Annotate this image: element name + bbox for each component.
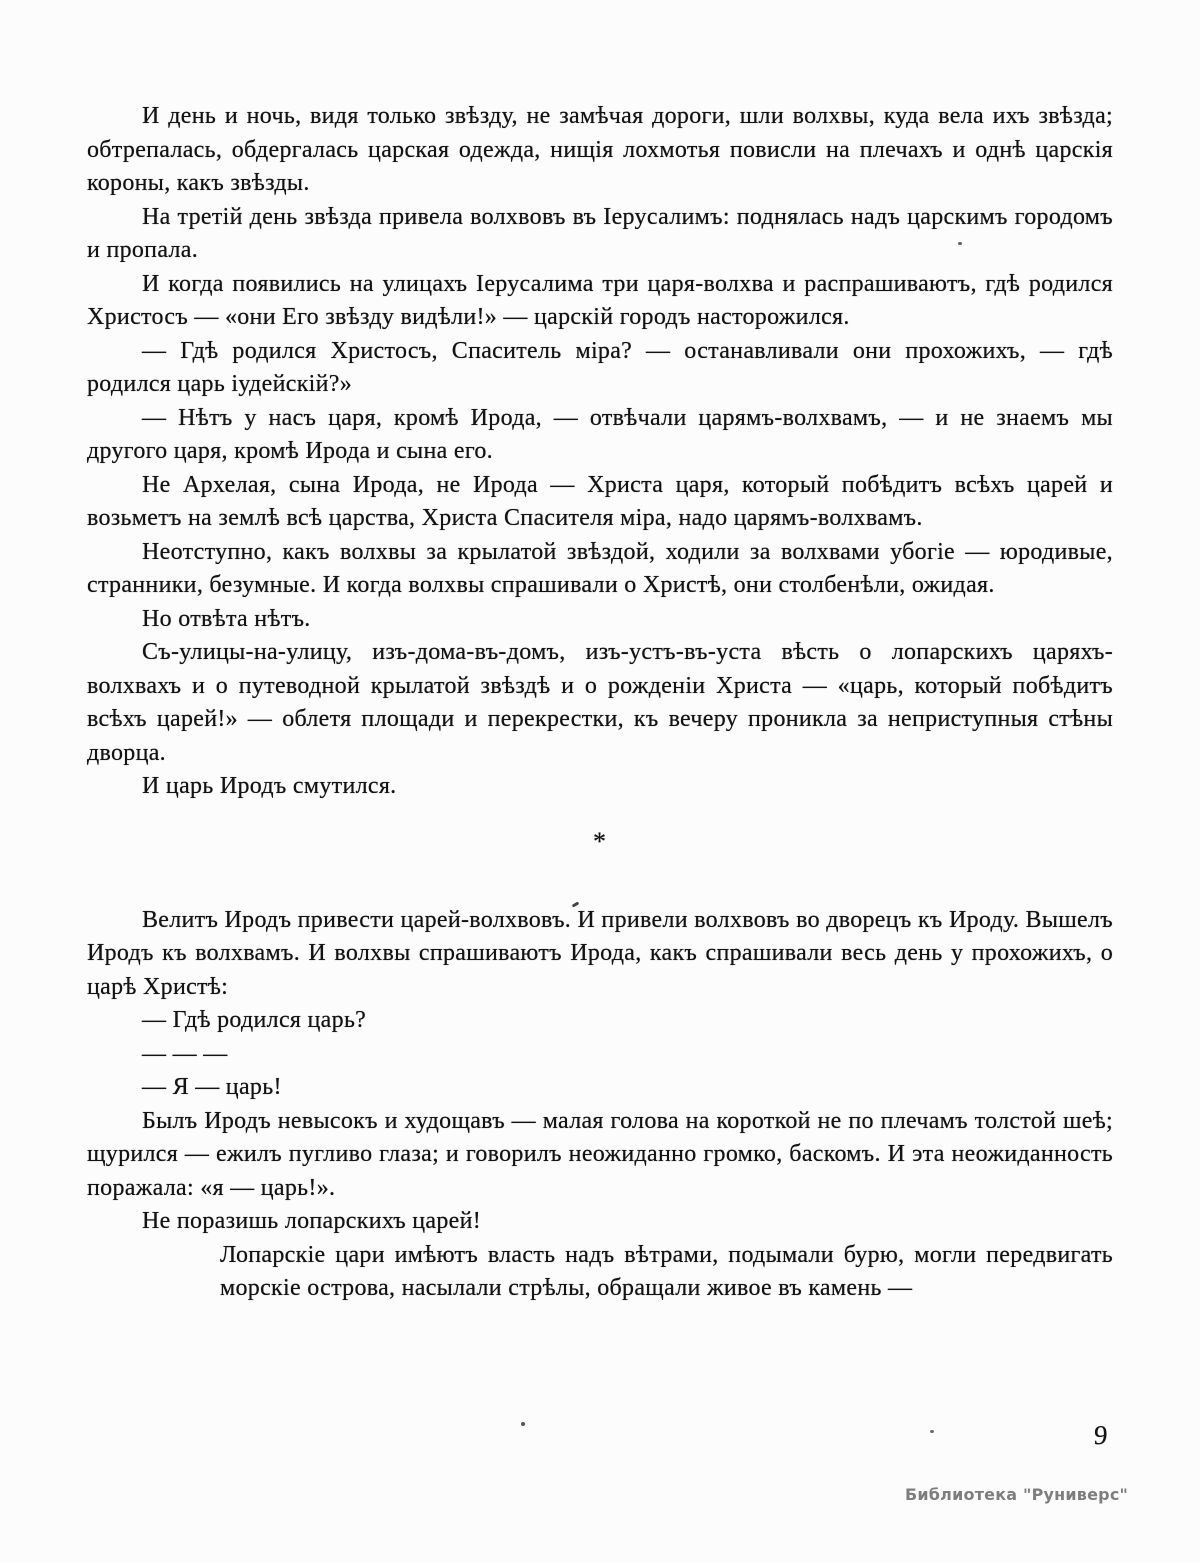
page-number: 9 [1093,1420,1109,1450]
paragraph-3: И когда появились на улицахъ Іерусалима три царя-волхва и распрашиваютъ, гдѣ родился Христосъ — «они Его звѣзду видѣли!» — царскій городъ насторожился. [87,270,1113,330]
paragraph-5: — Нѣтъ у насъ царя, кромѣ Ирода, — отвѣчали царямъ-волхвамъ, — и не знаемъ мы другого царя, кромѣ Ирода и сына его. [87,404,1113,464]
paragraph-4: — Гдѣ родился Христосъ, Спаситель міра? — останавливали они прохожихъ, — гдѣ родился царь іудейскій?» [87,337,1113,397]
scan-speck [958,242,962,245]
paragraph-13: — — — [142,1040,228,1067]
paragraph-16: Не поразишь лопарскихъ царей! [142,1208,482,1234]
paragraph-6: Не Архелая, сына Ирода, не Ирода — Христа царя, который побѣдитъ всѣхъ царей и возьметъ на землѣ всѣ царства, Христа Спасителя міра, надо царямъ-волхвамъ. [87,471,1113,531]
page-text-block [87,100,1113,1306]
paragraph-11: Велитъ Иродъ привести царей-волхвовъ. И привели волхвовъ во дворецъ къ Ироду. Вышелъ Иродъ къ волхвамъ. И волхвы спрашиваютъ Ирода, какъ спрашивали весь день у прохожихъ, о царѣ Христѣ: [87,906,1113,1000]
paragraph-1: И день и ночь, видя только звѣзду, не замѣчая дороги, шли волхвы, куда вела ихъ звѣзда; обтрепалась, обдергалась царская одежда, нищія лохмотья повисли на плечахъ и однѣ царскія короны, какъ звѣзды. [87,103,1113,196]
paragraph-17-indented-block: Лопарскіе цари имѣютъ власть надъ вѣтрами, подымали бурю, могли передвигать морскіе острова, насылали стрѣлы, обращали живое въ камень — [220,1241,1113,1301]
paragraph-14: — Я — царь! [142,1074,282,1100]
section-break [87,824,1113,860]
paragraph-8: Но отвѣта нѣтъ. [142,605,311,632]
paragraph-9: Съ-улицы-на-улицу, изъ-дома-въ-домъ, изъ-устъ-въ-уста вѣсть о лопарскихъ царяхъ-волхвахъ и о путеводной крылатой звѣздѣ и о рожденіи Христа — «царь, который побѣдитъ всѣхъ царей!» — облетя площади и перекрестки, къ вечеру проникла за неприступныя стѣны дворца. [87,639,1113,766]
scan-speck [930,1430,934,1433]
paragraph-2: На третій день звѣзда привела волхвовъ въ Іерусалимъ: поднялась надъ царскимъ городомъ и пропала. [87,203,1113,263]
paragraph-7: Неотступно, какъ волхвы за крылатой звѣздой, ходили за волхвами убогіе — юродивые, странники, безумные. И когда волхвы спрашивали о Христѣ, они столбенѣли, ожидая. [87,538,1113,598]
section-break-asterisk: * [593,826,607,856]
paragraph-12: — Гдѣ родился царь? [142,1007,367,1033]
library-watermark: Библиотека "Руниверс" [905,1485,1129,1504]
scan-speck [521,1422,525,1426]
paragraph-15: Былъ Иродъ невысокъ и худощавъ — малая голова на короткой не по плечамъ толстой шеѣ; щурился — ежилъ пугливо глаза; и говорилъ неожиданно громко, баскомъ. И эта неожиданность поражала: «я — царь!». [87,1107,1113,1201]
paragraph-10: И царь Иродъ смутился. [142,773,397,799]
